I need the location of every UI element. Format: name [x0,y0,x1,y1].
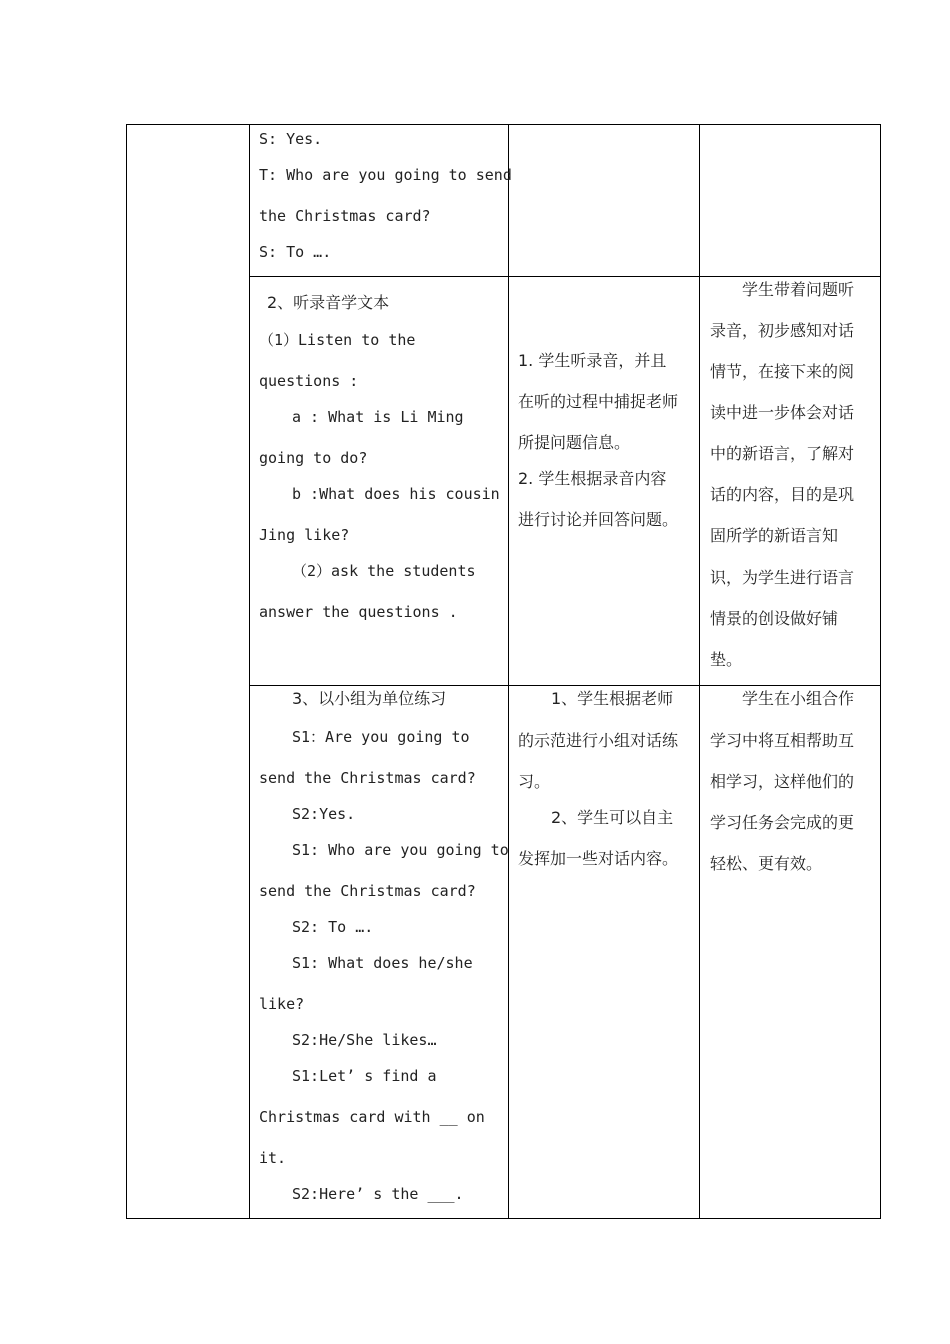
table-left-border [126,124,127,1219]
listen-instruction: （1）Listen to the [259,331,416,349]
dialogue-line: send the Christmas card? [259,769,476,787]
question-a: a : What is Li Ming [292,408,464,426]
dialogue-line: like? [259,995,305,1013]
activity-line: 1、学生根据老师 [551,689,674,708]
column-divider-3 [699,124,700,1219]
table-top-border [126,124,881,125]
dialogue-line: S1: Who are you going to [292,841,509,859]
dialogue-line: S2: To …. [292,918,374,936]
dialogue-line: S: Yes. [259,130,323,148]
dialogue-line: send the Christmas card? [259,882,476,900]
step-heading: 2、听录音学文本 [267,293,390,312]
activity-line: 进行讨论并回答问题。 [518,510,679,529]
activity-line: 发挥加一些对话内容。 [518,849,679,868]
intent-line: 垫。 [710,650,743,669]
dialogue-line: Christmas card with __ on [259,1108,485,1126]
intent-line: 读中进一步体会对话 [710,403,855,422]
dialogue-line: S2:He/She likes… [292,1031,437,1049]
dialogue-line: S2:Yes. [292,805,356,823]
dialogue-line: the Christmas card? [259,207,431,225]
question-a-cont: going to do? [259,449,368,467]
activity-line: 习。 [518,772,551,791]
intent-line: 固所学的新语言知 [710,526,839,545]
activity-line: 2、学生可以自主 [551,808,674,827]
column-divider-2 [508,124,509,1219]
activity-line: 的示范进行小组对话练 [518,731,679,750]
intent-line: 学生在小组合作 [742,689,855,708]
listen-instruction-cont: questions : [259,372,359,390]
step-heading: 3、以小组为单位练习 [292,689,447,708]
intent-line: 学习中将互相帮助互 [710,731,855,750]
activity-line: 在听的过程中捕捉老师 [518,392,679,411]
activity-line: 2. 学生根据录音内容 [518,469,667,488]
dialogue-line: S: To …. [259,243,332,261]
table-right-border [880,124,881,1219]
dialogue-line: it. [259,1149,287,1167]
column-divider-1 [249,124,250,1219]
question-b-cont: Jing like? [259,526,350,544]
intent-line: 中的新语言，了解对 [710,444,855,463]
dialogue-line: T: Who are you going to send [259,166,512,184]
question-b: b :What does his cousin [292,485,500,503]
dialogue-line: S1:Let’ s find a [292,1067,437,1085]
ask-instruction-cont: answer the questions . [259,603,458,621]
activity-line: 1. 学生听录音，并且 [518,351,667,370]
row-divider-2 [249,685,881,686]
intent-line: 学生带着问题听 [742,280,855,299]
intent-line: 情景的创设做好铺 [710,609,839,628]
intent-line: 轻松、更有效。 [710,854,823,873]
intent-line: 相学习，这样他们的 [710,772,855,791]
row-divider-1 [249,276,881,277]
activity-line: 所提问题信息。 [518,433,631,452]
dialogue-line: S2:Here’ s the ___. [292,1185,464,1203]
intent-line: 情节，在接下来的阅 [710,362,855,381]
intent-line: 学习任务会完成的更 [710,813,855,832]
ask-instruction: （2）ask the students [292,562,476,580]
intent-line: 话的内容，目的是巩 [710,485,855,504]
table-bottom-border [126,1218,881,1219]
dialogue-line: S1：Are you going to [292,728,470,746]
intent-line: 录音，初步感知对话 [710,321,855,340]
dialogue-line: S1: What does he/she [292,954,473,972]
intent-line: 识，为学生进行语言 [710,568,855,587]
